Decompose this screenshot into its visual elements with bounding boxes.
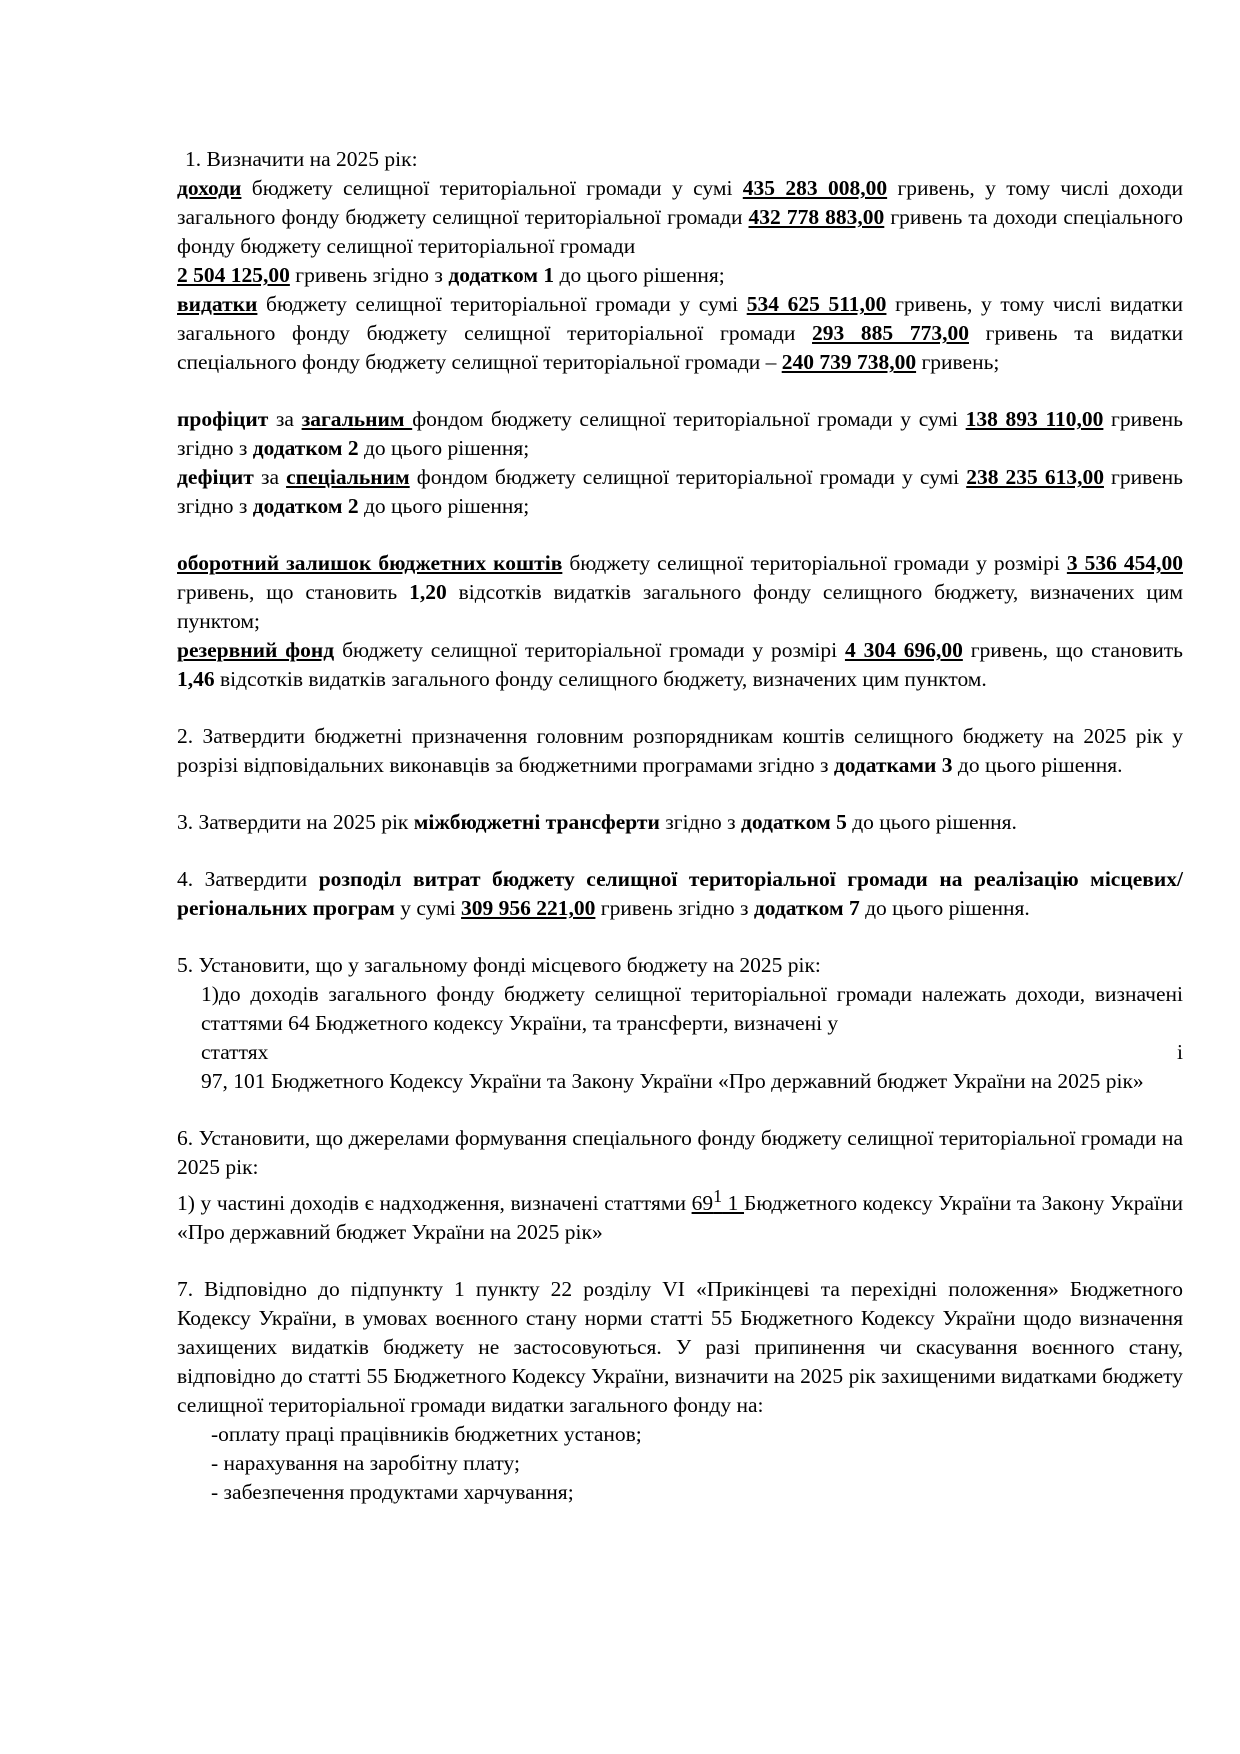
deficit-label: дефіцит	[177, 465, 254, 489]
income-label: доходи	[177, 176, 242, 200]
working-balance-amount: 3 536 454,00	[1066, 551, 1183, 575]
working-balance-paragraph: оборотний залишок бюджетних коштів бюджету селищної територіальної громади у розмірі 3 536 454,00 гривень, що становить 1,20 відсотків видатків загального фонду селищного бюджету, визначених цим пунктом;	[177, 551, 1183, 633]
working-balance-label: оборотний залишок бюджетних коштів	[177, 551, 563, 575]
spacer	[177, 837, 1183, 865]
section-5-title: 5. Установити, що у загальному фонді місцевого бюджету на 2025 рік:	[177, 953, 821, 977]
section-1-title: 1. Визначити на 2025 рік:	[185, 147, 418, 171]
list-item: -оплату праці працівників бюджетних установ;	[211, 1422, 642, 1447]
spacer	[177, 521, 1183, 549]
income-paragraph: доходи бюджету селищної територіальної громади у сумі 435 283 008,00 гривень, у тому числі доходи загального фонду бюджету селищної територіальної громади 432 778 883,00 гривень та доходи спеціального фонду бюджету селищної територіальної громади 2 504 125,00 гривень згідно з додатком 1 до цього рішення;	[177, 176, 1183, 287]
income-total: 435 283 008,00	[742, 176, 888, 200]
expenditure-label: видатки	[177, 292, 258, 316]
deficit-paragraph: дефіцит за спеціальним фондом бюджету селищної територіальної громади у сумі 238 235 613,00 гривень згідно з додатком 2 до цього рішення;	[177, 465, 1183, 518]
section-6-title: 6. Установити, що джерелами формування спеціального фонду бюджету селищної територіальної громади на 2025 рік:	[177, 1126, 1183, 1179]
section-2-annex: додатками 3	[833, 753, 953, 777]
surplus-fund: загальним	[301, 407, 413, 431]
section-2: 2. Затвердити бюджетні призначення головним розпорядникам коштів селищного бюджету на 2025 рік у розрізі відповідальних виконавців за бюджетними програмами згідно з додатками 3 до цього рішення.	[177, 724, 1183, 777]
list-item: - забезпечення продуктами харчування;	[211, 1480, 574, 1505]
expenditure-total: 534 625 511,00	[746, 292, 887, 316]
deficit-amount: 238 235 613,00	[966, 465, 1104, 489]
section-7: 7. Відповідно до підпункту 1 пункту 22 розділу VI «Прикінцеві та перехідні положення» Бюджетного Кодексу України, в умовах воєнного стану норми статті 55 Бюджетного Кодексу України щодо визначення захищених видатків бюджету не застосовуються. У разі припинення чи скасування воєнного стану, відповідно до статті 55 Бюджетного Кодексу України, визначити на 2025 рік захищеними видатками бюджету селищної територіальної громади видатки загального фонду на:	[177, 1277, 1183, 1418]
income-annex: додатком 1	[448, 263, 555, 287]
spacer	[177, 1247, 1183, 1275]
surplus-paragraph: профіцит за загальним фондом бюджету селищної територіальної громади у сумі 138 893 110,00 гривень згідно з додатком 2 до цього рішення;	[177, 407, 1183, 460]
reserve-fund-paragraph: резервний фонд бюджету селищної територіальної громади у розмірі 4 304 696,00 гривень, що становить 1,46 відсотків видатків загального фонду селищного бюджету, визначених цим пунктом.	[177, 638, 1183, 691]
reserve-fund-percent: 1,46	[177, 667, 215, 691]
section-6-item: 1) у частині доходів є надходження, визначені статтями $69^1$ 1 Бюджетного кодексу України та Закону України «Про державний бюджет України на 2025 рік»	[177, 1186, 1183, 1245]
section-5-text: 1)до доходів загального фонду бюджету селищної територіальної громади належать доходи, визначені статтями 64 Бюджетного кодексу України, та трансферти, визначені у	[201, 982, 1183, 1035]
section-3-annex: додатком 5	[741, 810, 847, 834]
surplus-annex: додатком 2	[252, 436, 359, 460]
deficit-fund: спеціальним	[286, 465, 410, 489]
income-general: 432 778 883,00	[748, 205, 885, 229]
spacer	[177, 923, 1183, 951]
list-item: - нарахування на заробітну плату;	[211, 1451, 520, 1476]
expenditure-general: 293 885 773,00	[812, 321, 969, 345]
spacer	[177, 780, 1183, 808]
reserve-fund-label: резервний фонд	[177, 638, 335, 662]
section-3-bold: міжбюджетні трансферти	[413, 810, 660, 834]
document-body	[177, 145, 1183, 1507]
income-special: 2 504 125,00	[177, 263, 290, 287]
working-balance-percent: 1,20	[409, 580, 447, 604]
surplus-label: профіцит	[177, 407, 269, 431]
section-4-amount: 309 956 221,00	[461, 896, 596, 920]
deficit-annex: додатком 2	[252, 494, 359, 518]
reserve-fund-amount: 4 304 696,00	[844, 638, 963, 662]
section-5-item	[177, 980, 1183, 1096]
section-4-bold: розподіл витрат бюджету селищної територіальної громади на реалізацію місцевих/регіональних програм	[177, 867, 1183, 920]
section-4: 4. Затвердити розподіл витрат бюджету селищної територіальної громади на реалізацію місцевих/регіональних програм у сумі 309 956 221,00 гривень згідно з додатком 7 до цього рішення.	[177, 867, 1183, 920]
section-3: 3. Затвердити на 2025 рік міжбюджетні трансферти згідно з додатком 5 до цього рішення.	[177, 810, 1017, 834]
section-6-article: $69^1$ 1	[691, 1186, 745, 1216]
expenditure-special: 240 739 738,00	[781, 350, 917, 374]
spacer	[177, 1096, 1183, 1124]
section-5-text-end: 97, 101 Бюджетного Кодексу України та Закону України «Про державний бюджет України на 2025 рік»	[201, 1069, 1144, 1093]
spacer	[177, 694, 1183, 722]
section-5-line: статтях і	[201, 1040, 1183, 1064]
section-4-annex: додатком 7	[753, 896, 860, 920]
expenditure-paragraph: видатки бюджету селищної територіальної громади у сумі 534 625 511,00 гривень, у тому числі видатки загального фонду бюджету селищної територіальної громади 293 885 773,00 гривень та видатки спеціального фонду бюджету селищної територіальної громади – 240 739 738,00 гривень;	[177, 292, 1184, 374]
protected-expenditures-list	[177, 1420, 1183, 1507]
surplus-amount: 138 893 110,00	[965, 407, 1104, 431]
spacer	[177, 377, 1183, 405]
